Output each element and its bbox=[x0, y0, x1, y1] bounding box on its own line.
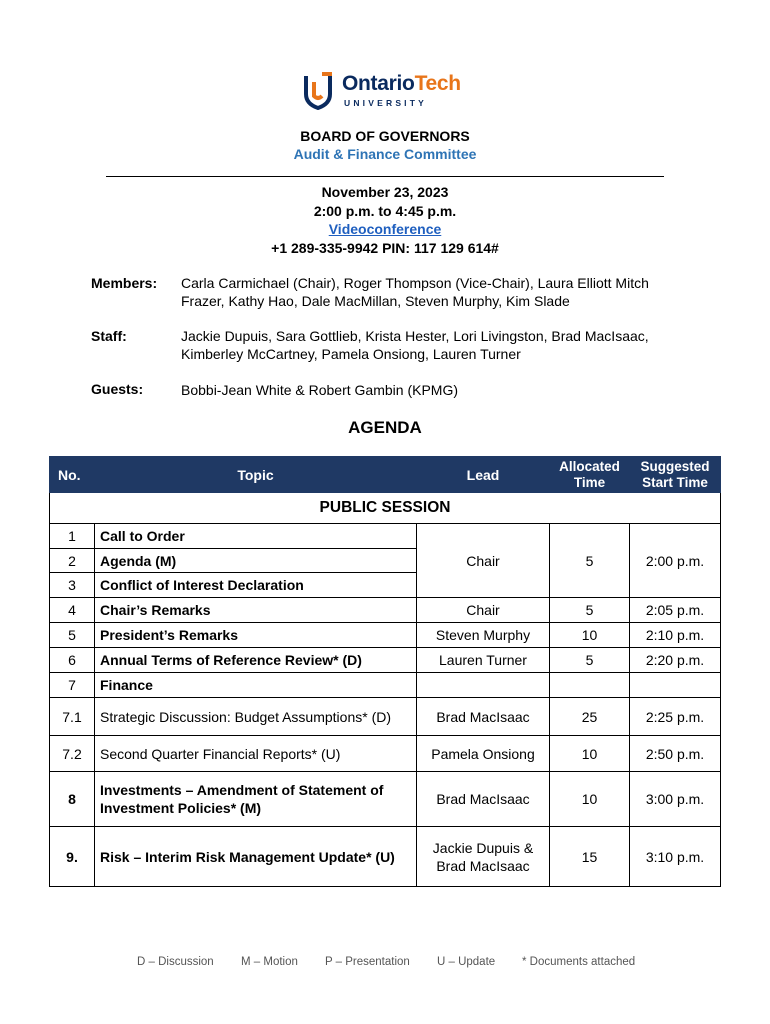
dial-in-phone: +1 289-335-9942 PIN: 117 129 614# bbox=[271, 240, 499, 256]
item-start: 3:00 p.m. bbox=[630, 772, 721, 827]
item-start: 2:00 p.m. bbox=[630, 524, 721, 598]
item-no: 7 bbox=[50, 673, 95, 698]
public-session-row bbox=[50, 493, 721, 524]
item-start: 3:10 p.m. bbox=[630, 827, 721, 887]
legend-motion: M – Motion bbox=[241, 956, 298, 968]
item-topic: Conflict of Interest Declaration bbox=[95, 573, 417, 598]
item-no: 9. bbox=[50, 827, 95, 887]
table-row bbox=[50, 827, 721, 887]
item-lead: Steven Murphy bbox=[417, 623, 550, 648]
item-topic: Risk – Interim Risk Management Update* (U) bbox=[95, 827, 417, 887]
header-lead: Lead bbox=[417, 457, 550, 493]
item-no: 3 bbox=[50, 573, 95, 598]
legend-presentation: P – Presentation bbox=[325, 956, 410, 968]
item-time bbox=[550, 673, 630, 698]
item-topic: Annual Terms of Reference Review* (D) bbox=[95, 648, 417, 673]
item-lead: Chair bbox=[417, 524, 550, 598]
guests-list: Bobbi-Jean White & Robert Gambin (KPMG) bbox=[181, 382, 458, 398]
item-no: 7.2 bbox=[50, 736, 95, 772]
item-no: 1 bbox=[50, 524, 95, 549]
item-start: 2:10 p.m. bbox=[630, 623, 721, 648]
meeting-time: 2:00 p.m. to 4:45 p.m. bbox=[313, 203, 457, 219]
item-start: 2:05 p.m. bbox=[630, 598, 721, 623]
legend-documents-attached: * Documents attached bbox=[522, 956, 636, 968]
members-label: Members: bbox=[91, 275, 158, 291]
item-time: 5 bbox=[550, 598, 630, 623]
item-no: 5 bbox=[50, 623, 95, 648]
public-session-label: PUBLIC SESSION bbox=[50, 493, 721, 524]
item-lead: Lauren Turner bbox=[417, 648, 550, 673]
item-start: 2:25 p.m. bbox=[630, 698, 721, 736]
table-row bbox=[50, 736, 721, 772]
item-start: 2:20 p.m. bbox=[630, 648, 721, 673]
item-lead: Brad MacIsaac bbox=[417, 698, 550, 736]
agenda-title: AGENDA bbox=[348, 418, 422, 437]
item-time: 10 bbox=[550, 736, 630, 772]
videoconference-row bbox=[0, 221, 770, 237]
item-lead: Pamela Onsiong bbox=[417, 736, 550, 772]
header-no: No. bbox=[50, 457, 95, 493]
ontario-tech-logo bbox=[302, 70, 477, 116]
table-header-row bbox=[50, 457, 721, 493]
header-topic: Topic bbox=[95, 457, 417, 493]
item-time: 25 bbox=[550, 698, 630, 736]
item-lead bbox=[417, 673, 550, 698]
item-time: 10 bbox=[550, 772, 630, 827]
item-topic: Call to Order bbox=[95, 524, 417, 549]
item-no: 8 bbox=[50, 772, 95, 827]
staff-list: Jackie Dupuis, Sara Gottlieb, Krista Hester, Lori Livingston, Brad MacIsaac, Kimberley McCartney, Pamela Onsiong, Lauren Turner bbox=[181, 328, 649, 362]
item-topic: Agenda (M) bbox=[95, 549, 417, 573]
table-row bbox=[50, 673, 721, 698]
table-row bbox=[50, 772, 721, 827]
item-lead: Brad MacIsaac bbox=[417, 772, 550, 827]
guests-label: Guests: bbox=[91, 381, 144, 397]
committee-title: Audit & Finance Committee bbox=[293, 146, 477, 162]
item-no: 6 bbox=[50, 648, 95, 673]
item-no: 4 bbox=[50, 598, 95, 623]
board-title: BOARD OF GOVERNORS bbox=[300, 128, 470, 144]
item-topic: Second Quarter Financial Reports* (U) bbox=[95, 736, 417, 772]
item-time: 10 bbox=[550, 623, 630, 648]
videoconference-link[interactable]: Videoconference bbox=[328, 221, 442, 237]
item-start: 2:50 p.m. bbox=[630, 736, 721, 772]
staff-label: Staff: bbox=[91, 328, 127, 344]
members-list: Carla Carmichael (Chair), Roger Thompson (Vice-Chair), Laura Elliott Mitch Frazer, Kathy Hao, Dale MacMillan, Steven Murphy, Kim Slade bbox=[181, 275, 649, 309]
logo-university: UNIVERSITY bbox=[344, 98, 428, 108]
item-time: 5 bbox=[550, 648, 630, 673]
agenda-table bbox=[49, 456, 721, 887]
table-row bbox=[50, 524, 721, 549]
item-topic: Strategic Discussion: Budget Assumptions* (D) bbox=[95, 698, 417, 736]
item-no: 7.1 bbox=[50, 698, 95, 736]
shield-logo-icon bbox=[302, 70, 336, 110]
header-allocated-time: Allocated Time bbox=[550, 457, 630, 493]
item-lead: Jackie Dupuis & Brad MacIsaac bbox=[417, 827, 550, 887]
meeting-date: November 23, 2023 bbox=[321, 184, 449, 200]
item-start bbox=[630, 673, 721, 698]
item-lead: Chair bbox=[417, 598, 550, 623]
item-time: 15 bbox=[550, 827, 630, 887]
item-topic: Investments – Amendment of Statement of Investment Policies* (M) bbox=[95, 772, 417, 827]
legend-discussion: D – Discussion bbox=[137, 956, 214, 968]
header-divider bbox=[106, 176, 664, 177]
table-row bbox=[50, 598, 721, 623]
logo-wordmark: OntarioTech bbox=[342, 72, 461, 95]
item-time: 5 bbox=[550, 524, 630, 598]
table-row bbox=[50, 648, 721, 673]
table-row bbox=[50, 623, 721, 648]
item-topic: Chair’s Remarks bbox=[95, 598, 417, 623]
table-row bbox=[50, 698, 721, 736]
item-no: 2 bbox=[50, 549, 95, 573]
item-topic: President’s Remarks bbox=[95, 623, 417, 648]
header-suggested-start: Suggested Start Time bbox=[630, 457, 721, 493]
legend-update: U – Update bbox=[437, 956, 496, 968]
item-topic: Finance bbox=[95, 673, 417, 698]
